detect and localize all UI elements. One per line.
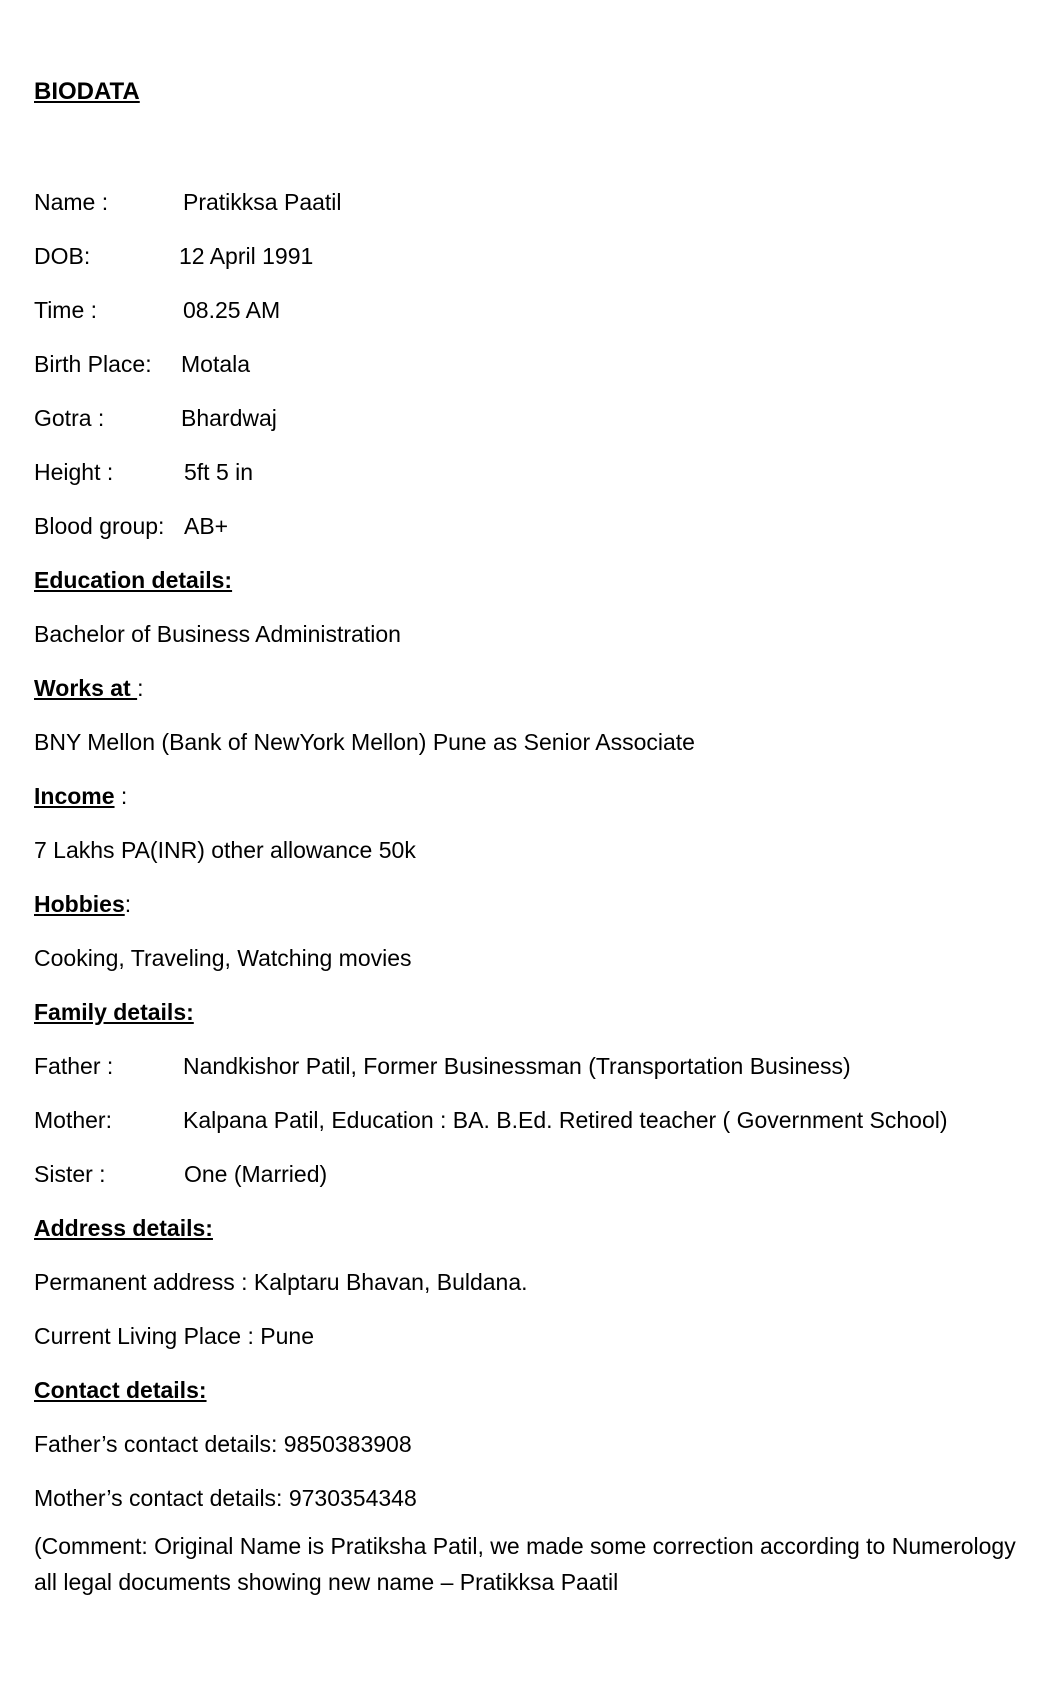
current-living-place: Current Living Place : Pune [34, 1323, 314, 1349]
height-value: 5ft 5 in [184, 459, 254, 485]
comment-line-1: (Comment: Original Name is Pratiksha Patil, we made some correction according to Numerology [34, 1533, 1016, 1559]
gotra-label: Gotra : [34, 405, 105, 431]
comment-line-2: all legal documents showing new name – Pratikksa Paatil [34, 1569, 619, 1595]
work-heading-row [34, 674, 144, 702]
time-label: Time : [34, 297, 98, 323]
name-label: Name : [34, 189, 109, 215]
hobbies-heading: Hobbies [34, 891, 125, 917]
work-heading-colon: : [137, 675, 144, 701]
blood-group-value: AB+ [184, 513, 229, 539]
income-heading-row [34, 782, 127, 810]
dob-label: DOB: [34, 243, 91, 269]
hobbies-value: Cooking, Traveling, Watching movies [34, 945, 412, 971]
gotra-value: Bhardwaj [181, 405, 277, 431]
work-heading: Works at [34, 675, 138, 701]
name-value: Pratikksa Paatil [183, 189, 342, 215]
address-heading: Address details: [34, 1215, 213, 1241]
father-label: Father : [34, 1053, 114, 1079]
sister-value: One (Married) [184, 1161, 328, 1187]
sister-label: Sister : [34, 1161, 106, 1187]
name-comment [34, 1528, 1058, 1600]
contact-heading: Contact details: [34, 1377, 207, 1403]
dob-value: 12 April 1991 [179, 243, 314, 269]
mother-label: Mother: [34, 1107, 112, 1133]
hobbies-heading-colon: : [124, 891, 132, 917]
father-contact: Father’s contact details: 9850383908 [34, 1431, 412, 1457]
father-value: Nandkishor Patil, Former Businessman (Transportation Business) [183, 1053, 851, 1079]
work-value: BNY Mellon (Bank of NewYork Mellon) Pune as Senior Associate [34, 729, 695, 755]
income-heading-colon: : [114, 783, 128, 809]
blood-group-label: Blood group: [34, 513, 165, 539]
time-value: 08.25 AM [183, 297, 281, 323]
income-heading: Income [34, 783, 115, 809]
family-heading: Family details: [34, 999, 194, 1025]
mother-value: Kalpana Patil, Education : BA. B.Ed. Retired teacher ( Government School) [183, 1107, 948, 1133]
permanent-address: Permanent address : Kalptaru Bhavan, Buldana. [34, 1269, 528, 1295]
hobbies-heading-row [34, 890, 131, 918]
birth-place-value: Motala [181, 351, 251, 377]
birth-place-label: Birth Place: [34, 351, 152, 377]
height-label: Height : [34, 459, 114, 485]
education-heading: Education details: [34, 567, 233, 593]
income-value: 7 Lakhs PA(INR) other allowance 50k [34, 837, 416, 863]
document-title: BIODATA [34, 78, 140, 105]
mother-contact: Mother’s contact details: 9730354348 [34, 1485, 417, 1511]
education-value: Bachelor of Business Administration [34, 621, 401, 647]
